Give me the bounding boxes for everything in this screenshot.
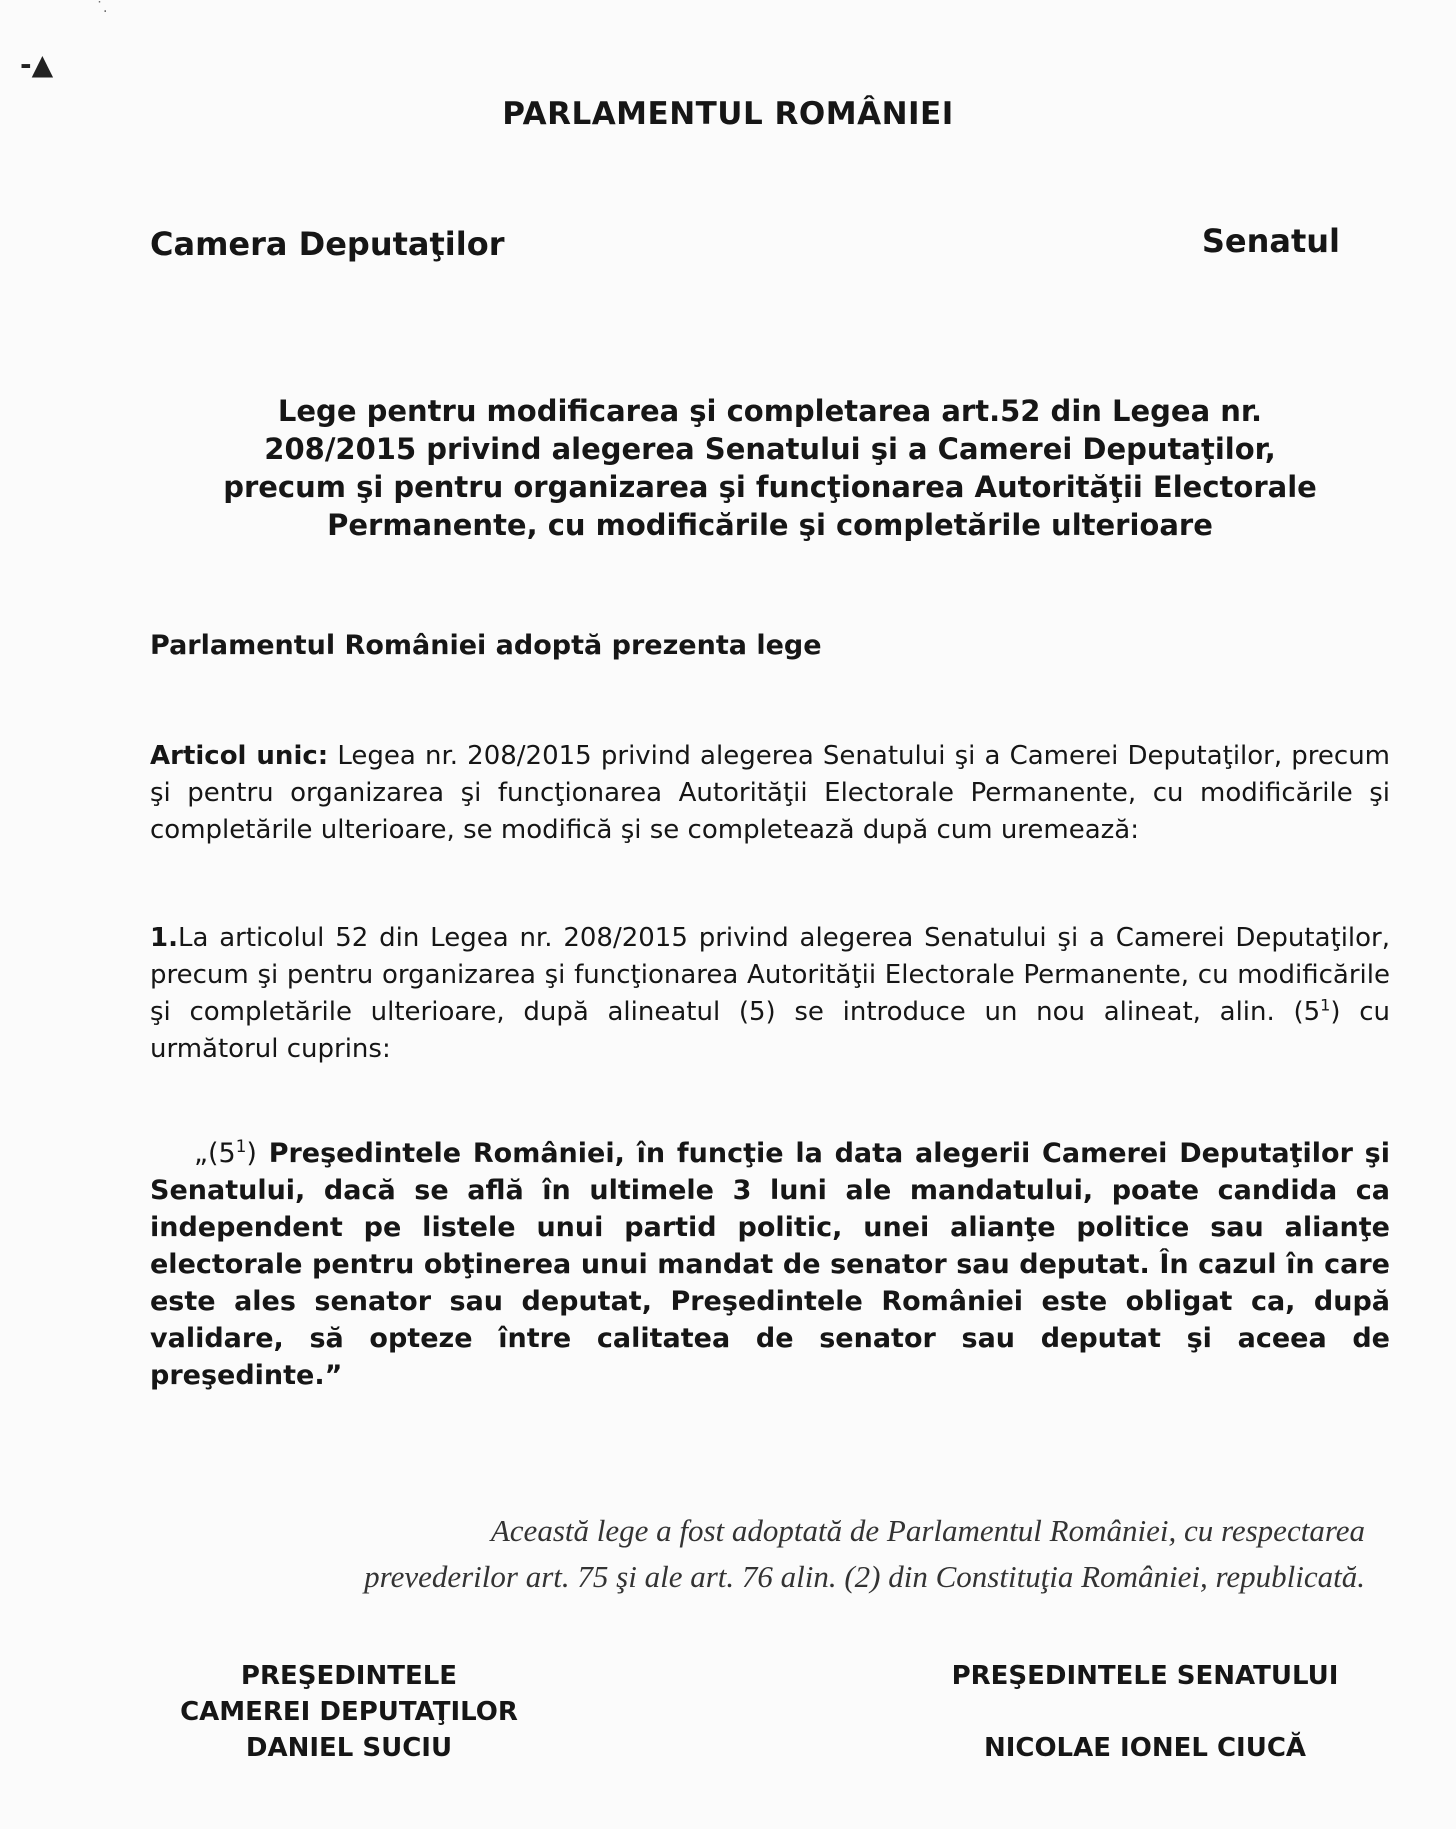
chamber-deputies-heading: Camera Deputaţilor bbox=[150, 225, 505, 263]
closing-line: Această lege a fost adoptată de Parlamentul României, cu respectarea bbox=[490, 1513, 1365, 1548]
quote-text: Preşedintele României, în funcţie la data alegerii Camerei Deputaţilor şi Senatului, dacă se află în ultimele 3 luni ale mandatului, poate candida ca independent pe listele unui partid politic, unei alianţe politice sau alianţe electorale pentru obţinerea unui mandat de senator sau deputat. În cazul în care este ales senator sau deputat, Preşedintele României este obligat ca, după validare, să opteze între calitatea de senator sau deputat şi aceea de preşedinte.” bbox=[150, 1138, 1390, 1391]
scan-mark: -▲ bbox=[20, 48, 54, 81]
quote-open-end: ) bbox=[246, 1138, 257, 1169]
signature-block-deputies bbox=[150, 1658, 548, 1766]
point-1-paragraph bbox=[150, 920, 1390, 1068]
point-text: La articolul 52 din Legea nr. 208/2015 privind alegerea Senatului şi a Camerei Deputaţilor, precum şi pentru organizarea şi funcţionarea Autorităţii Electorale Permanente, cu modificările şi completările ulterioare, după alineatul (5) se introduce un nou alineat, alin. (5 bbox=[150, 923, 1390, 1027]
signatory-name: NICOLAE IONEL CIUCĂ bbox=[983, 1733, 1307, 1763]
signature-title-line: PREŞEDINTELE SENATULUI bbox=[951, 1661, 1339, 1691]
amendment-quote bbox=[150, 1135, 1390, 1394]
signatory-name: DANIEL SUCIU bbox=[245, 1733, 453, 1763]
senate-heading: Senatul bbox=[1201, 222, 1340, 260]
quote-open: „(5 bbox=[194, 1138, 236, 1169]
signature-title-line: PREŞEDINTELE bbox=[240, 1661, 458, 1691]
closing-statement bbox=[150, 1508, 1365, 1600]
law-title-line: Lege pentru modificarea şi completarea art.52 din Legea nr. bbox=[277, 394, 1263, 428]
article-text: Legea nr. 208/2015 privind alegerea Senatului şi a Camerei Deputaţilor, precum şi pentru organizarea şi funcţionarea Autorităţii Electorale Permanente, cu modificările şi completările ulterioare, se modifică şi se completează după cum uremează: bbox=[150, 741, 1391, 845]
closing-line: prevederilor art. 75 şi ale art. 76 alin. (2) din Constituţia României, republicată. bbox=[364, 1559, 1365, 1594]
point-text-end: ) cu următorul cuprins: bbox=[150, 997, 1390, 1064]
article-label: Articol unic: bbox=[150, 741, 329, 771]
law-title-line: 208/2015 privind alegerea Senatului şi a Camerei Deputaţilor, bbox=[264, 432, 1276, 466]
law-title bbox=[150, 392, 1390, 544]
law-title-line: precum şi pentru organizarea şi funcţionarea Autorităţii Electorale bbox=[223, 470, 1317, 504]
law-title-line: Permanente, cu modificările şi completările ulterioare bbox=[327, 508, 1213, 542]
quote-superscript: 1 bbox=[235, 1136, 247, 1156]
single-article-paragraph bbox=[150, 738, 1390, 849]
signature-block-senate bbox=[900, 1658, 1390, 1766]
adoption-statement: Parlamentul României adoptă prezenta lege bbox=[150, 630, 822, 661]
signature-title-line: CAMEREI DEPUTAŢILOR bbox=[180, 1697, 518, 1727]
point-number: 1. bbox=[150, 923, 178, 953]
point-superscript: 1 bbox=[1320, 995, 1331, 1015]
scan-speck: ˙. bbox=[96, 0, 108, 16]
parliament-title: PARLAMENTUL ROMÂNIEI bbox=[502, 96, 954, 132]
